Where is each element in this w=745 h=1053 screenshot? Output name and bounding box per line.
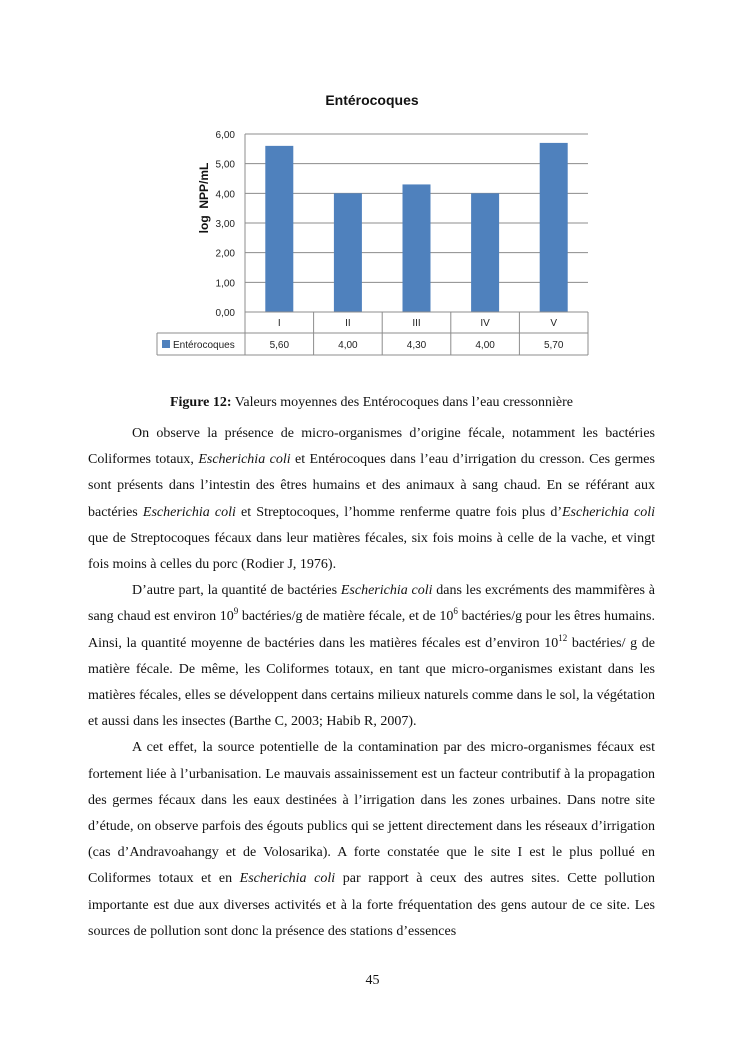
body-text	[88, 421, 655, 945]
data-label: 5,60	[269, 340, 290, 351]
figure-caption-text: Valeurs moyennes des Entérocoques dans l’eau cressonnière	[231, 395, 574, 410]
y-tick-label: 3,00	[215, 219, 235, 230]
italic-term: Escherichia coli	[142, 504, 236, 520]
paragraph	[88, 735, 655, 945]
text-run: On observe la présence de micro-organismes d’origine fécale, notamment les bactéries Coliformes totaux,	[88, 426, 655, 468]
italic-term: Escherichia coli	[198, 452, 291, 468]
text-run: bactéries/ g de matière fécale. De même, les Coliformes totaux, en tant que micro-organismes existant dans les matières fécales, elles se développent dans certains milieux naturels comme dans le sol, la végétation et aussi dans les insectes (Barthe C, 2003; Habib R, 2007).	[88, 635, 655, 730]
y-tick-label: 1,00	[215, 278, 235, 290]
text-run: et Streptocoques, l’homme renferme quatre fois plus d’	[235, 504, 562, 520]
y-tick-label: 4,00	[215, 189, 235, 201]
text-run: bactéries/g pour les êtres humains. Ainsi, la quantité moyenne de bactéries dans les matières fécales est d’environ 10	[88, 609, 656, 651]
text-run: bactéries/g de matière fécale, et de 10	[238, 609, 454, 625]
bar-II	[334, 193, 362, 312]
y-axis-label: log NPP/mL	[197, 162, 211, 234]
legend-label: Entérocoques	[173, 340, 235, 351]
italic-term: Escherichia coli	[561, 504, 655, 520]
data-label: 4,00	[475, 340, 495, 351]
italic-term: Escherichia coli	[340, 583, 433, 599]
superscript: 12	[558, 632, 568, 643]
figure-caption	[88, 393, 655, 413]
x-tick-label: I	[277, 318, 281, 329]
y-tick-label: 5,00	[215, 159, 235, 171]
data-label: 4,00	[338, 340, 358, 351]
x-tick-label: II	[345, 318, 351, 329]
superscript: 6	[453, 606, 458, 617]
page-number: 45	[365, 973, 380, 988]
bar-III	[403, 184, 431, 312]
y-tick-label: 2,00	[215, 248, 235, 260]
italic-term: Escherichia coli	[239, 871, 336, 887]
data-label: 4,30	[406, 340, 427, 351]
figure-label: Figure 12:	[169, 395, 232, 410]
y-tick-label: 0,00	[215, 308, 235, 319]
paragraph	[88, 421, 655, 578]
superscript: 9	[233, 606, 239, 617]
text-run: par rapport à ceux des autres sites. Cette pollution importante est due aux diverses activités et à la forte fréquentation des gens autour de ce site. Les sources de pollution sont donc la présence des stations d’essences	[88, 871, 655, 939]
y-tick-label: 6,00	[215, 130, 235, 141]
x-tick-label: IV	[480, 318, 490, 329]
text-run: A cet effet, la source potentielle de la contamination par des micro-organismes fécaux est fortement liée à l’urbanisation. Le mauvais assainissement est un facteur contributif à la propagation des germes fécaux dans les eaux destinées à l’irrigation dans les zones urbaines. Dans notre site d’étude, on observe parfois des égouts publics qui se jettent directement dans les réseaux d’irrigation (cas d’Andravoahangy et de Volosarika). A forte constatée que le site I est le plus pollué en Coliformes totaux et en	[88, 740, 655, 887]
paragraph	[88, 578, 655, 735]
chart-title: Entérocoques	[325, 92, 419, 108]
bar-V	[540, 143, 568, 312]
text-run: et Entérocoques dans l’eau d’irrigation du cresson. Ces germes sont présents dans l’intestin des êtres humains et des animaux à sang chaud. En se référant aux bactéries	[88, 452, 655, 520]
enterocoques-chart	[0, 0, 745, 390]
bar-IV	[471, 193, 499, 312]
x-tick-label: III	[412, 318, 421, 329]
data-label: 5,70	[543, 340, 564, 351]
legend-swatch	[162, 340, 170, 348]
text-run: que de Streptocoques fécaux dans leur matières fécales, six fois moins à celle de la vache, et vingt fois moins à celles du porc (Rodier J, 1976).	[88, 530, 655, 573]
bar-I	[265, 146, 293, 312]
text-run: dans les excréments des mammifères à sang chaud est environ 10	[88, 583, 655, 625]
text-run: D’autre part, la quantité de bactéries	[132, 583, 341, 599]
x-tick-label: V	[550, 318, 558, 329]
